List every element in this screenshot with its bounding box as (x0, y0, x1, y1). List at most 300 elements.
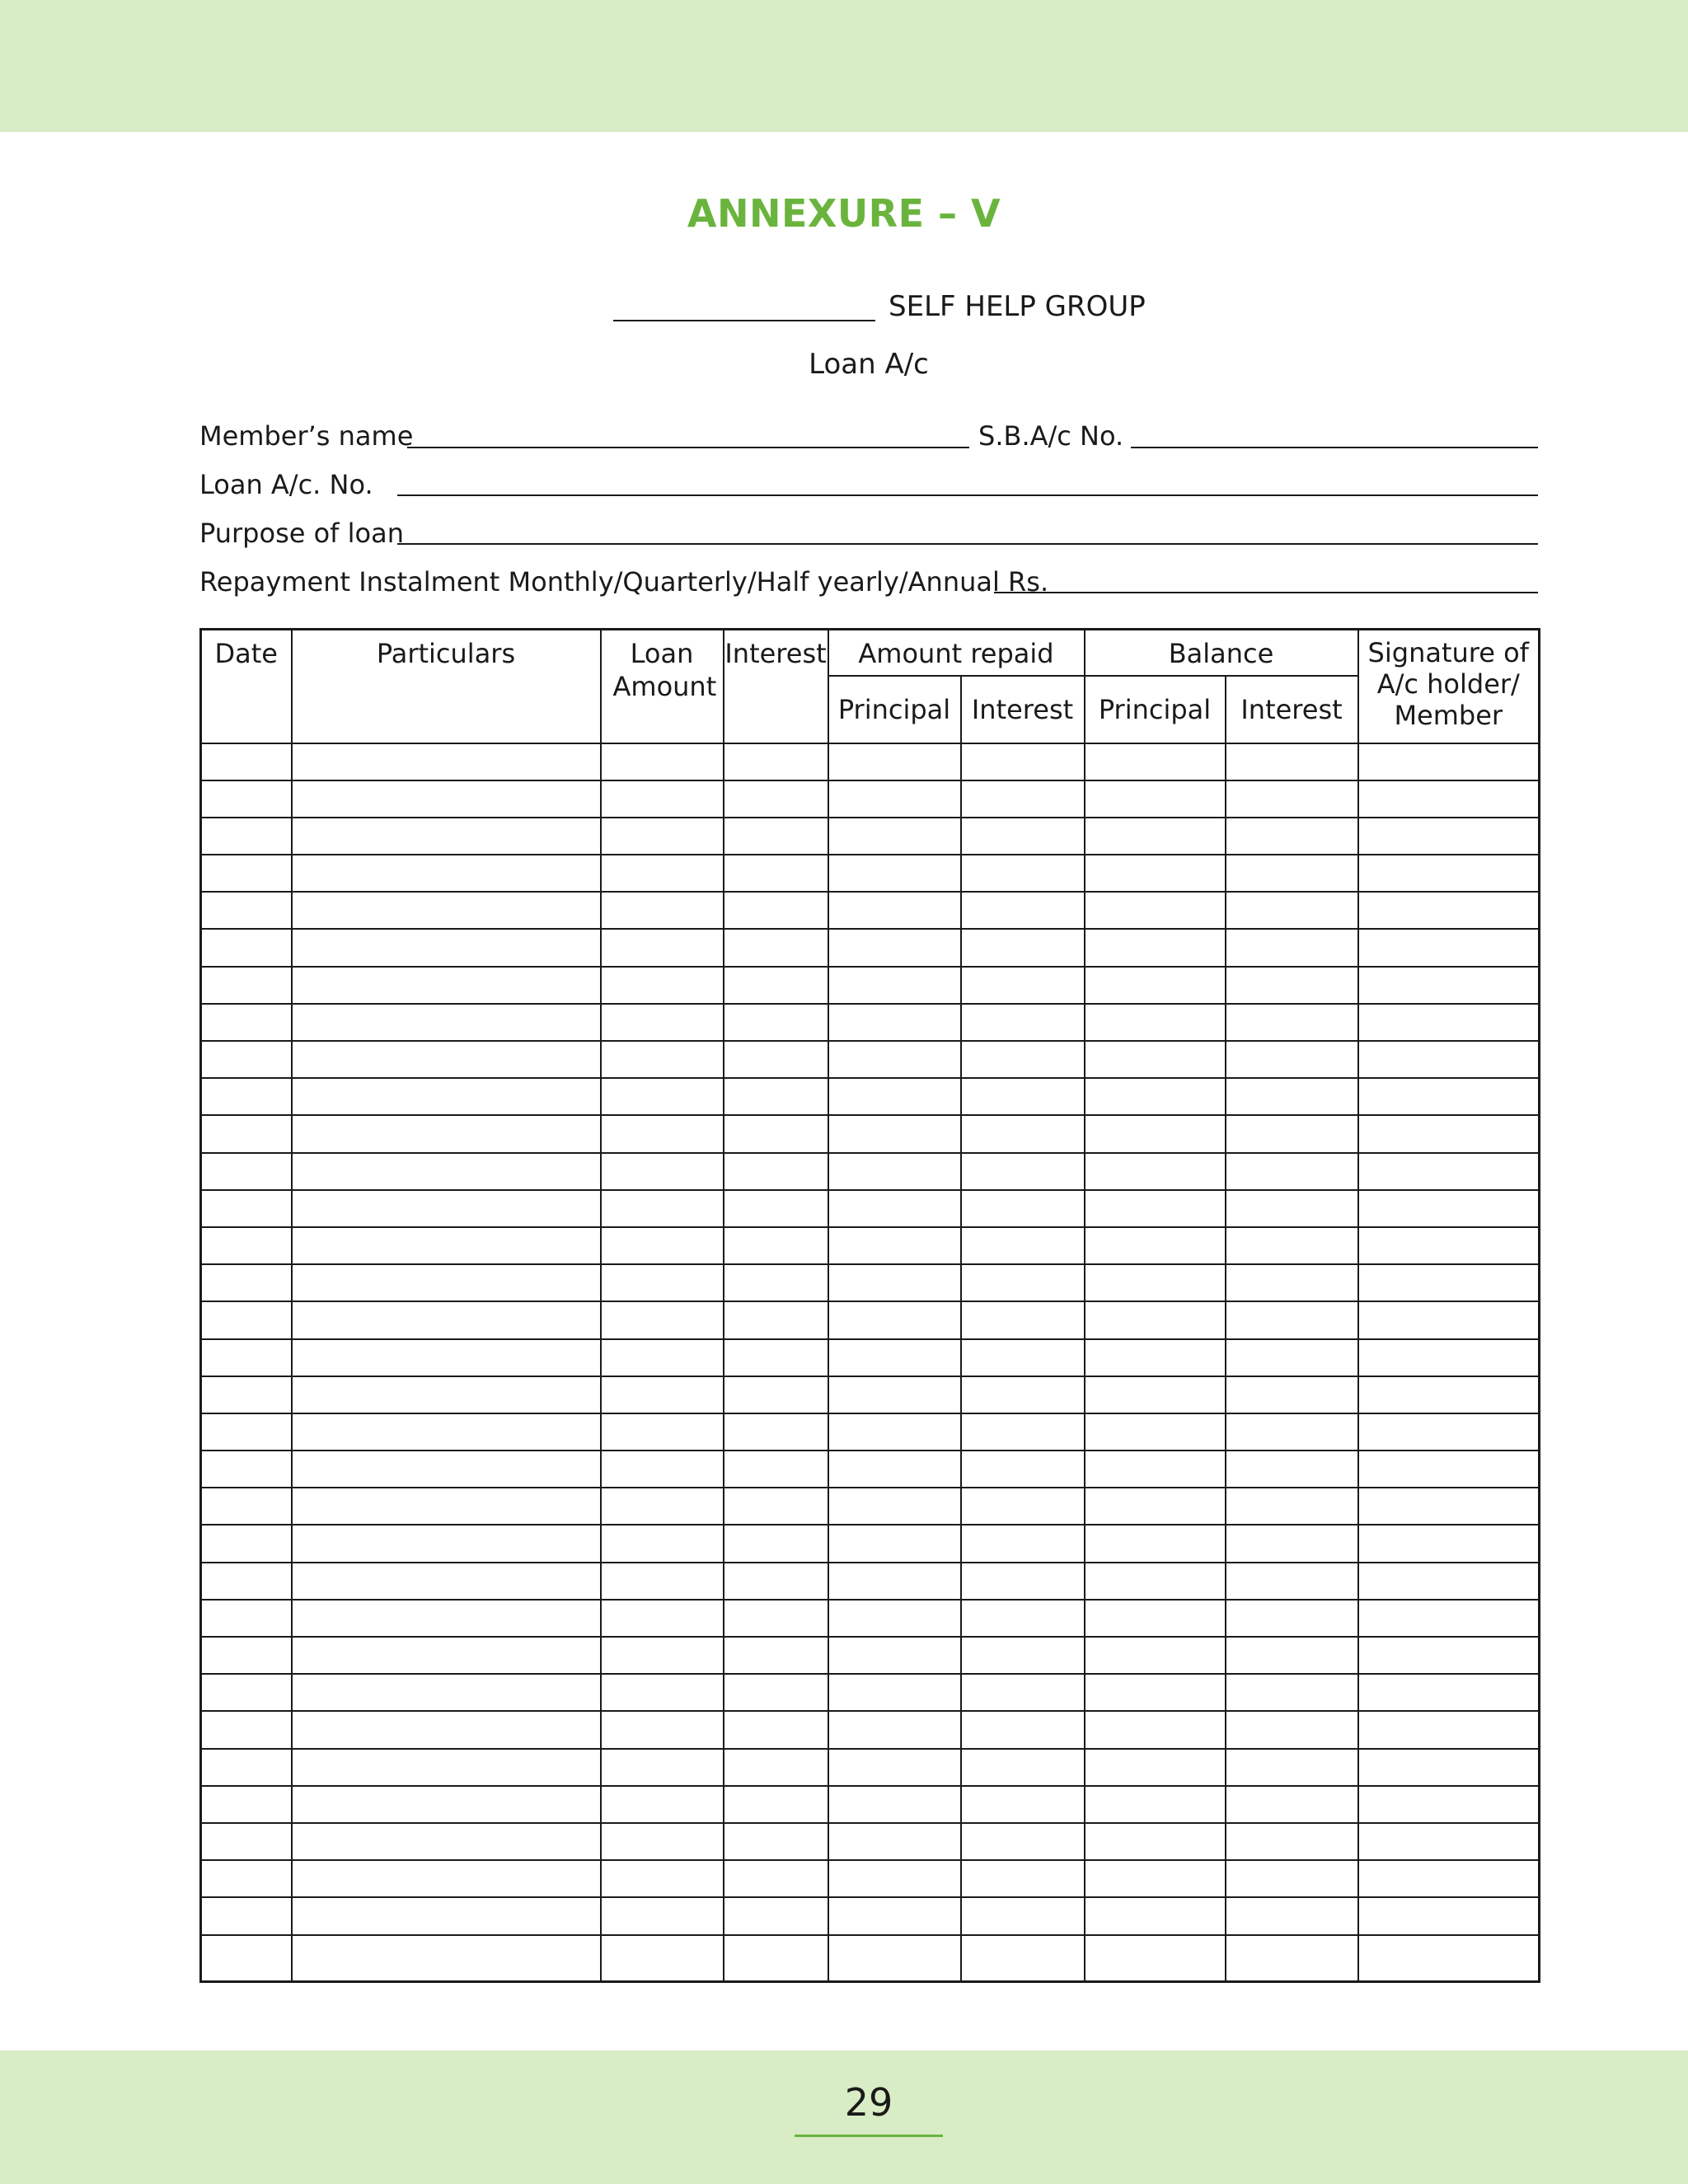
cell-date[interactable] (201, 1786, 292, 1823)
cell-balance-interest[interactable] (1226, 1749, 1358, 1786)
cell-particulars[interactable] (292, 1711, 601, 1748)
cell-repaid-interest[interactable] (961, 1935, 1085, 1982)
cell-repaid-interest[interactable] (961, 1004, 1085, 1041)
cell-particulars[interactable] (292, 743, 601, 780)
cell-balance-interest[interactable] (1226, 1339, 1358, 1376)
cell-interest[interactable] (724, 1413, 828, 1451)
cell-signature[interactable] (1358, 743, 1540, 780)
cell-balance-interest[interactable] (1226, 1674, 1358, 1711)
cell-balance-interest[interactable] (1226, 1711, 1358, 1748)
cell-particulars[interactable] (292, 818, 601, 855)
cell-loan-amount[interactable] (601, 1488, 724, 1525)
cell-date[interactable] (201, 1451, 292, 1488)
cell-balance-principal[interactable] (1085, 1264, 1226, 1301)
cell-repaid-principal[interactable] (828, 1935, 961, 1982)
cell-balance-interest[interactable] (1226, 780, 1358, 818)
cell-balance-principal[interactable] (1085, 1637, 1226, 1674)
cell-signature[interactable] (1358, 780, 1540, 818)
cell-loan-amount[interactable] (601, 1860, 724, 1897)
cell-repaid-principal[interactable] (828, 818, 961, 855)
cell-particulars[interactable] (292, 1935, 601, 1982)
cell-repaid-interest[interactable] (961, 1786, 1085, 1823)
cell-signature[interactable] (1358, 1823, 1540, 1860)
cell-signature[interactable] (1358, 1078, 1540, 1115)
cell-balance-principal[interactable] (1085, 1823, 1226, 1860)
cell-interest[interactable] (724, 855, 828, 892)
cell-repaid-principal[interactable] (828, 1190, 961, 1227)
cell-repaid-interest[interactable] (961, 929, 1085, 966)
cell-balance-principal[interactable] (1085, 1301, 1226, 1338)
cell-particulars[interactable] (292, 1339, 601, 1376)
cell-date[interactable] (201, 1897, 292, 1934)
cell-signature[interactable] (1358, 1413, 1540, 1451)
cell-balance-interest[interactable] (1226, 1637, 1358, 1674)
cell-repaid-interest[interactable] (961, 1674, 1085, 1711)
cell-particulars[interactable] (292, 1115, 601, 1152)
cell-particulars[interactable] (292, 1301, 601, 1338)
cell-loan-amount[interactable] (601, 1227, 724, 1264)
member-name-field[interactable] (407, 447, 969, 448)
cell-loan-amount[interactable] (601, 1786, 724, 1823)
cell-interest[interactable] (724, 743, 828, 780)
cell-repaid-interest[interactable] (961, 1078, 1085, 1115)
cell-repaid-principal[interactable] (828, 1451, 961, 1488)
cell-loan-amount[interactable] (601, 1264, 724, 1301)
cell-balance-interest[interactable] (1226, 892, 1358, 929)
cell-repaid-principal[interactable] (828, 1711, 961, 1748)
cell-date[interactable] (201, 1339, 292, 1376)
cell-repaid-principal[interactable] (828, 929, 961, 966)
cell-loan-amount[interactable] (601, 1339, 724, 1376)
cell-particulars[interactable] (292, 1525, 601, 1562)
cell-particulars[interactable] (292, 1823, 601, 1860)
cell-signature[interactable] (1358, 929, 1540, 966)
cell-repaid-interest[interactable] (961, 1637, 1085, 1674)
cell-repaid-interest[interactable] (961, 1525, 1085, 1562)
cell-interest[interactable] (724, 1376, 828, 1413)
cell-repaid-principal[interactable] (828, 855, 961, 892)
cell-repaid-interest[interactable] (961, 1860, 1085, 1897)
cell-particulars[interactable] (292, 1376, 601, 1413)
cell-repaid-interest[interactable] (961, 1823, 1085, 1860)
cell-loan-amount[interactable] (601, 1823, 724, 1860)
cell-loan-amount[interactable] (601, 1525, 724, 1562)
cell-particulars[interactable] (292, 1637, 601, 1674)
cell-interest[interactable] (724, 1674, 828, 1711)
cell-signature[interactable] (1358, 892, 1540, 929)
cell-particulars[interactable] (292, 1786, 601, 1823)
cell-balance-interest[interactable] (1226, 1153, 1358, 1190)
cell-interest[interactable] (724, 1190, 828, 1227)
cell-balance-principal[interactable] (1085, 1451, 1226, 1488)
cell-particulars[interactable] (292, 892, 601, 929)
cell-date[interactable] (201, 1004, 292, 1041)
sb-ac-field[interactable] (1131, 447, 1538, 448)
cell-signature[interactable] (1358, 1376, 1540, 1413)
cell-interest[interactable] (724, 1711, 828, 1748)
cell-loan-amount[interactable] (601, 1711, 724, 1748)
group-name-blank[interactable] (613, 320, 875, 321)
cell-particulars[interactable] (292, 1190, 601, 1227)
purpose-field[interactable] (397, 543, 1538, 545)
cell-particulars[interactable] (292, 929, 601, 966)
cell-repaid-principal[interactable] (828, 1525, 961, 1562)
cell-date[interactable] (201, 1860, 292, 1897)
cell-particulars[interactable] (292, 1227, 601, 1264)
cell-date[interactable] (201, 1935, 292, 1982)
cell-particulars[interactable] (292, 1563, 601, 1600)
cell-balance-interest[interactable] (1226, 1451, 1358, 1488)
cell-interest[interactable] (724, 967, 828, 1004)
cell-loan-amount[interactable] (601, 1041, 724, 1078)
cell-signature[interactable] (1358, 1563, 1540, 1600)
cell-balance-interest[interactable] (1226, 743, 1358, 780)
cell-balance-principal[interactable] (1085, 1488, 1226, 1525)
cell-interest[interactable] (724, 1860, 828, 1897)
cell-interest[interactable] (724, 1823, 828, 1860)
cell-date[interactable] (201, 929, 292, 966)
cell-date[interactable] (201, 967, 292, 1004)
cell-balance-principal[interactable] (1085, 1525, 1226, 1562)
cell-signature[interactable] (1358, 855, 1540, 892)
cell-particulars[interactable] (292, 967, 601, 1004)
cell-balance-principal[interactable] (1085, 1190, 1226, 1227)
cell-interest[interactable] (724, 1339, 828, 1376)
cell-signature[interactable] (1358, 967, 1540, 1004)
cell-interest[interactable] (724, 1264, 828, 1301)
cell-balance-interest[interactable] (1226, 929, 1358, 966)
cell-loan-amount[interactable] (601, 1190, 724, 1227)
cell-balance-interest[interactable] (1226, 1860, 1358, 1897)
cell-particulars[interactable] (292, 1153, 601, 1190)
cell-balance-interest[interactable] (1226, 1264, 1358, 1301)
cell-loan-amount[interactable] (601, 1897, 724, 1934)
cell-repaid-interest[interactable] (961, 1749, 1085, 1786)
cell-signature[interactable] (1358, 1153, 1540, 1190)
cell-date[interactable] (201, 1637, 292, 1674)
cell-repaid-interest[interactable] (961, 1339, 1085, 1376)
cell-loan-amount[interactable] (601, 929, 724, 966)
cell-signature[interactable] (1358, 1525, 1540, 1562)
repayment-field[interactable] (994, 592, 1538, 593)
cell-date[interactable] (201, 1823, 292, 1860)
cell-balance-principal[interactable] (1085, 1786, 1226, 1823)
cell-particulars[interactable] (292, 1451, 601, 1488)
cell-loan-amount[interactable] (601, 967, 724, 1004)
cell-particulars[interactable] (292, 1041, 601, 1078)
cell-balance-interest[interactable] (1226, 1413, 1358, 1451)
cell-repaid-principal[interactable] (828, 1749, 961, 1786)
cell-loan-amount[interactable] (601, 1935, 724, 1982)
cell-repaid-principal[interactable] (828, 1339, 961, 1376)
cell-loan-amount[interactable] (601, 1451, 724, 1488)
cell-loan-amount[interactable] (601, 1115, 724, 1152)
cell-loan-amount[interactable] (601, 1749, 724, 1786)
cell-balance-interest[interactable] (1226, 1115, 1358, 1152)
cell-balance-interest[interactable] (1226, 1600, 1358, 1637)
cell-loan-amount[interactable] (601, 1301, 724, 1338)
cell-repaid-interest[interactable] (961, 892, 1085, 929)
cell-interest[interactable] (724, 1301, 828, 1338)
cell-repaid-principal[interactable] (828, 1078, 961, 1115)
cell-balance-principal[interactable] (1085, 855, 1226, 892)
cell-particulars[interactable] (292, 1600, 601, 1637)
cell-date[interactable] (201, 1413, 292, 1451)
cell-loan-amount[interactable] (601, 1563, 724, 1600)
cell-date[interactable] (201, 892, 292, 929)
cell-signature[interactable] (1358, 1190, 1540, 1227)
cell-date[interactable] (201, 1301, 292, 1338)
cell-interest[interactable] (724, 818, 828, 855)
cell-repaid-principal[interactable] (828, 892, 961, 929)
cell-balance-principal[interactable] (1085, 818, 1226, 855)
cell-loan-amount[interactable] (601, 1078, 724, 1115)
cell-repaid-interest[interactable] (961, 1711, 1085, 1748)
cell-balance-principal[interactable] (1085, 929, 1226, 966)
cell-particulars[interactable] (292, 780, 601, 818)
cell-loan-amount[interactable] (601, 780, 724, 818)
cell-balance-interest[interactable] (1226, 1488, 1358, 1525)
cell-particulars[interactable] (292, 1078, 601, 1115)
cell-date[interactable] (201, 1563, 292, 1600)
cell-repaid-principal[interactable] (828, 1860, 961, 1897)
cell-repaid-interest[interactable] (961, 743, 1085, 780)
cell-repaid-principal[interactable] (828, 1301, 961, 1338)
cell-balance-principal[interactable] (1085, 1711, 1226, 1748)
cell-interest[interactable] (724, 1897, 828, 1934)
cell-particulars[interactable] (292, 1488, 601, 1525)
cell-balance-interest[interactable] (1226, 1935, 1358, 1982)
cell-repaid-interest[interactable] (961, 1376, 1085, 1413)
cell-balance-principal[interactable] (1085, 1339, 1226, 1376)
cell-interest[interactable] (724, 1525, 828, 1562)
cell-repaid-principal[interactable] (828, 1413, 961, 1451)
cell-repaid-interest[interactable] (961, 1227, 1085, 1264)
cell-repaid-principal[interactable] (828, 1004, 961, 1041)
cell-loan-amount[interactable] (601, 743, 724, 780)
cell-date[interactable] (201, 818, 292, 855)
cell-balance-principal[interactable] (1085, 1600, 1226, 1637)
cell-balance-principal[interactable] (1085, 1563, 1226, 1600)
cell-date[interactable] (201, 1376, 292, 1413)
cell-signature[interactable] (1358, 1041, 1540, 1078)
cell-repaid-principal[interactable] (828, 1897, 961, 1934)
cell-date[interactable] (201, 780, 292, 818)
cell-date[interactable] (201, 743, 292, 780)
cell-loan-amount[interactable] (601, 892, 724, 929)
cell-balance-principal[interactable] (1085, 1115, 1226, 1152)
cell-loan-amount[interactable] (601, 1153, 724, 1190)
cell-loan-amount[interactable] (601, 1600, 724, 1637)
cell-repaid-interest[interactable] (961, 1488, 1085, 1525)
cell-balance-principal[interactable] (1085, 1897, 1226, 1934)
cell-loan-amount[interactable] (601, 855, 724, 892)
cell-loan-amount[interactable] (601, 1637, 724, 1674)
cell-date[interactable] (201, 1153, 292, 1190)
cell-date[interactable] (201, 1115, 292, 1152)
cell-interest[interactable] (724, 892, 828, 929)
cell-signature[interactable] (1358, 1004, 1540, 1041)
cell-balance-principal[interactable] (1085, 780, 1226, 818)
cell-date[interactable] (201, 1078, 292, 1115)
cell-repaid-principal[interactable] (828, 1264, 961, 1301)
cell-balance-principal[interactable] (1085, 1078, 1226, 1115)
cell-signature[interactable] (1358, 1637, 1540, 1674)
cell-signature[interactable] (1358, 1301, 1540, 1338)
cell-particulars[interactable] (292, 1264, 601, 1301)
cell-repaid-interest[interactable] (961, 1413, 1085, 1451)
cell-balance-interest[interactable] (1226, 1301, 1358, 1338)
cell-repaid-principal[interactable] (828, 1823, 961, 1860)
cell-repaid-interest[interactable] (961, 1190, 1085, 1227)
cell-particulars[interactable] (292, 1897, 601, 1934)
cell-date[interactable] (201, 1600, 292, 1637)
cell-interest[interactable] (724, 929, 828, 966)
cell-signature[interactable] (1358, 1711, 1540, 1748)
cell-loan-amount[interactable] (601, 1674, 724, 1711)
cell-repaid-principal[interactable] (828, 1227, 961, 1264)
cell-repaid-principal[interactable] (828, 743, 961, 780)
cell-balance-principal[interactable] (1085, 1376, 1226, 1413)
cell-signature[interactable] (1358, 1749, 1540, 1786)
cell-interest[interactable] (724, 1786, 828, 1823)
cell-repaid-interest[interactable] (961, 818, 1085, 855)
cell-repaid-interest[interactable] (961, 780, 1085, 818)
cell-repaid-interest[interactable] (961, 1153, 1085, 1190)
cell-repaid-interest[interactable] (961, 855, 1085, 892)
cell-repaid-principal[interactable] (828, 967, 961, 1004)
cell-repaid-principal[interactable] (828, 1041, 961, 1078)
cell-balance-interest[interactable] (1226, 818, 1358, 855)
cell-repaid-principal[interactable] (828, 1488, 961, 1525)
cell-balance-principal[interactable] (1085, 967, 1226, 1004)
cell-date[interactable] (201, 1711, 292, 1748)
cell-repaid-principal[interactable] (828, 1674, 961, 1711)
cell-date[interactable] (201, 1227, 292, 1264)
cell-signature[interactable] (1358, 1860, 1540, 1897)
cell-particulars[interactable] (292, 855, 601, 892)
cell-interest[interactable] (724, 1488, 828, 1525)
cell-balance-interest[interactable] (1226, 1004, 1358, 1041)
cell-date[interactable] (201, 1525, 292, 1562)
cell-balance-principal[interactable] (1085, 1413, 1226, 1451)
cell-balance-interest[interactable] (1226, 1227, 1358, 1264)
cell-repaid-principal[interactable] (828, 1786, 961, 1823)
cell-repaid-principal[interactable] (828, 1563, 961, 1600)
cell-balance-interest[interactable] (1226, 855, 1358, 892)
cell-balance-interest[interactable] (1226, 1190, 1358, 1227)
cell-repaid-interest[interactable] (961, 1041, 1085, 1078)
cell-signature[interactable] (1358, 1115, 1540, 1152)
cell-signature[interactable] (1358, 1786, 1540, 1823)
cell-date[interactable] (201, 1264, 292, 1301)
cell-repaid-principal[interactable] (828, 1115, 961, 1152)
cell-balance-interest[interactable] (1226, 1823, 1358, 1860)
cell-signature[interactable] (1358, 1600, 1540, 1637)
cell-balance-principal[interactable] (1085, 1935, 1226, 1982)
cell-interest[interactable] (724, 1637, 828, 1674)
cell-balance-interest[interactable] (1226, 1376, 1358, 1413)
cell-date[interactable] (201, 1488, 292, 1525)
cell-particulars[interactable] (292, 1674, 601, 1711)
cell-date[interactable] (201, 1674, 292, 1711)
cell-repaid-interest[interactable] (961, 1301, 1085, 1338)
cell-loan-amount[interactable] (601, 1413, 724, 1451)
cell-date[interactable] (201, 1749, 292, 1786)
cell-date[interactable] (201, 855, 292, 892)
cell-particulars[interactable] (292, 1413, 601, 1451)
cell-repaid-principal[interactable] (828, 1153, 961, 1190)
cell-interest[interactable] (724, 1749, 828, 1786)
cell-balance-principal[interactable] (1085, 1004, 1226, 1041)
cell-balance-principal[interactable] (1085, 1041, 1226, 1078)
cell-repaid-interest[interactable] (961, 967, 1085, 1004)
cell-interest[interactable] (724, 780, 828, 818)
cell-interest[interactable] (724, 1078, 828, 1115)
cell-balance-principal[interactable] (1085, 1860, 1226, 1897)
cell-balance-interest[interactable] (1226, 967, 1358, 1004)
cell-particulars[interactable] (292, 1860, 601, 1897)
cell-date[interactable] (201, 1190, 292, 1227)
cell-balance-principal[interactable] (1085, 1153, 1226, 1190)
cell-repaid-interest[interactable] (961, 1563, 1085, 1600)
cell-repaid-interest[interactable] (961, 1451, 1085, 1488)
cell-repaid-principal[interactable] (828, 1637, 961, 1674)
cell-interest[interactable] (724, 1004, 828, 1041)
cell-loan-amount[interactable] (601, 1004, 724, 1041)
cell-repaid-interest[interactable] (961, 1264, 1085, 1301)
cell-balance-interest[interactable] (1226, 1041, 1358, 1078)
cell-interest[interactable] (724, 1115, 828, 1152)
cell-signature[interactable] (1358, 1339, 1540, 1376)
cell-balance-principal[interactable] (1085, 743, 1226, 780)
cell-interest[interactable] (724, 1041, 828, 1078)
cell-balance-interest[interactable] (1226, 1897, 1358, 1934)
cell-signature[interactable] (1358, 1264, 1540, 1301)
cell-balance-principal[interactable] (1085, 1227, 1226, 1264)
cell-signature[interactable] (1358, 1935, 1540, 1982)
cell-repaid-interest[interactable] (961, 1115, 1085, 1152)
cell-signature[interactable] (1358, 1227, 1540, 1264)
cell-interest[interactable] (724, 1227, 828, 1264)
cell-interest[interactable] (724, 1451, 828, 1488)
cell-interest[interactable] (724, 1563, 828, 1600)
cell-signature[interactable] (1358, 1488, 1540, 1525)
cell-balance-interest[interactable] (1226, 1525, 1358, 1562)
cell-particulars[interactable] (292, 1004, 601, 1041)
cell-loan-amount[interactable] (601, 818, 724, 855)
cell-repaid-interest[interactable] (961, 1897, 1085, 1934)
cell-balance-interest[interactable] (1226, 1786, 1358, 1823)
cell-repaid-interest[interactable] (961, 1600, 1085, 1637)
cell-date[interactable] (201, 1041, 292, 1078)
cell-balance-principal[interactable] (1085, 1749, 1226, 1786)
loan-ac-field[interactable] (397, 494, 1538, 496)
cell-balance-interest[interactable] (1226, 1078, 1358, 1115)
cell-signature[interactable] (1358, 1897, 1540, 1934)
cell-interest[interactable] (724, 1153, 828, 1190)
cell-balance-principal[interactable] (1085, 892, 1226, 929)
cell-signature[interactable] (1358, 818, 1540, 855)
cell-signature[interactable] (1358, 1674, 1540, 1711)
cell-repaid-principal[interactable] (828, 1376, 961, 1413)
cell-loan-amount[interactable] (601, 1376, 724, 1413)
cell-particulars[interactable] (292, 1749, 601, 1786)
cell-interest[interactable] (724, 1600, 828, 1637)
cell-interest[interactable] (724, 1935, 828, 1982)
cell-balance-interest[interactable] (1226, 1563, 1358, 1600)
cell-repaid-principal[interactable] (828, 780, 961, 818)
